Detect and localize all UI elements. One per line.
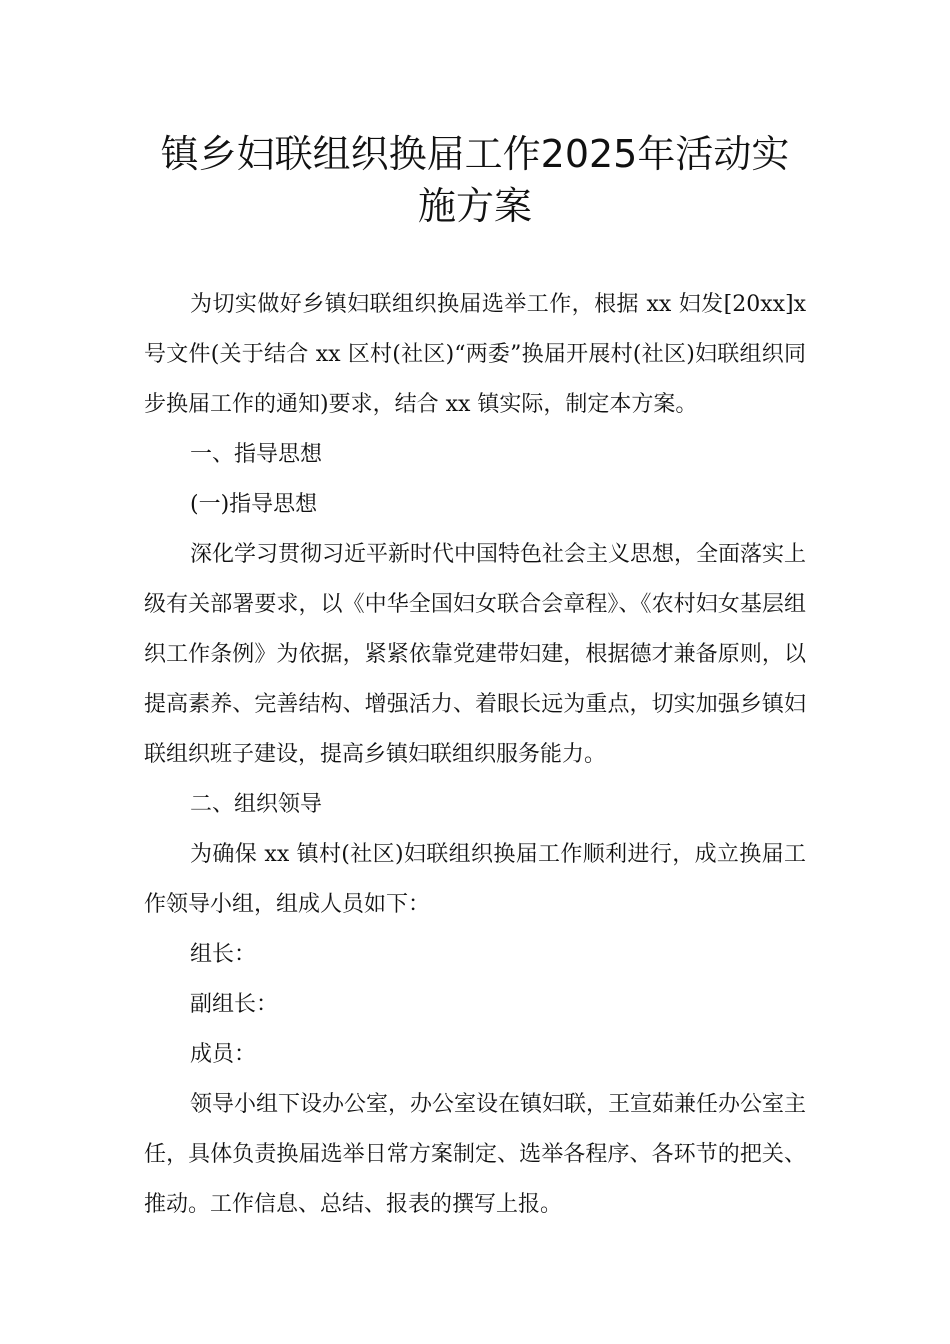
title-line-1: 镇乡妇联组织换届工作2025年活动实 (160, 132, 790, 176)
members-label: 成员： (190, 1042, 257, 1067)
office-paragraph: 领导小组下设办公室，办公室设在镇妇联，王宣茹兼任办公室主任，具体负责换届选举日常方案制定、选举各程序、各环节的把关、推动。工作信息、总结、报表的撰写上报。 (144, 1092, 807, 1217)
section-2-paragraph: 为确保 xx 镇村(社区)妇联组织换届工作顺利进行，成立换届工作领导小组，组成人员如下： (144, 842, 806, 917)
section-2-heading: 二、组织领导 (190, 792, 323, 817)
section-1-heading: 一、指导思想 (190, 442, 323, 467)
deputy-leader-label: 副组长： (190, 992, 279, 1017)
document-body (144, 280, 806, 1230)
document-title (120, 128, 830, 232)
section-1-paragraph: 深化学习贯彻习近平新时代中国特色社会主义思想，全面落实上级有关部署要求，以《中华全国妇女联合会章程》、《农村妇女基层组织工作条例》为依据，紧紧依靠党建带妇建，根据德才兼备原则，以提高素养、完善结构、增强活力、着眼长远为重点，切实加强乡镇妇联组织班子建设，提高乡镇妇联组织服务能力。 (144, 542, 807, 767)
intro-paragraph: 为切实做好乡镇妇联组织换届选举工作，根据 xx 妇发[20xx]x 号文件(关于结合 xx 区村(社区)“两委”换届开展村(社区)妇联组织同步换届工作的通知)要求，结合 xx 镇实际，制定本方案。 (144, 292, 806, 417)
section-1-subheading: (一)指导思想 (190, 492, 318, 517)
leader-label: 组长： (190, 942, 257, 967)
title-line-2: 施方案 (417, 184, 532, 228)
